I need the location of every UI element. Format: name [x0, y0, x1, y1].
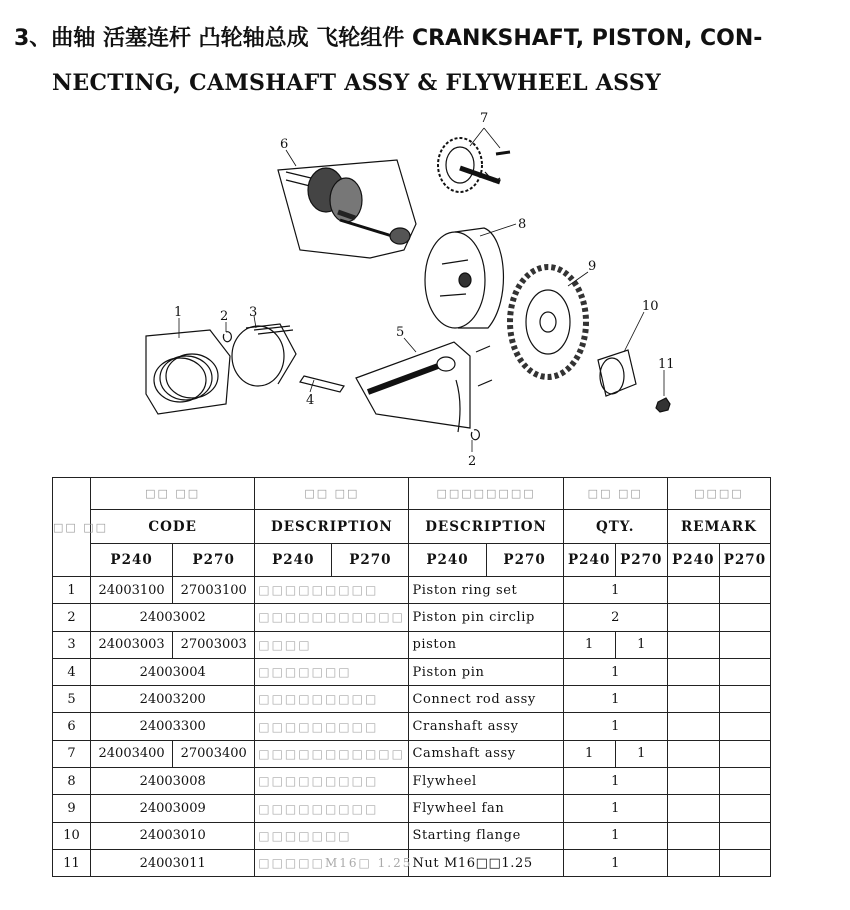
qty: 2: [563, 604, 667, 631]
table-row: [53, 631, 771, 658]
description-en: Connect rod assy: [409, 686, 563, 713]
header-qty: QTY.: [563, 510, 667, 544]
table-row: [53, 658, 771, 685]
remark-p270: [719, 849, 770, 876]
description-en: Piston pin: [409, 658, 563, 685]
item-no: 6: [53, 713, 91, 740]
remark-p240: [667, 740, 719, 767]
remark-p270: [719, 577, 770, 604]
model-header: P240: [91, 544, 173, 577]
parts-table: [52, 477, 771, 877]
starting-flange-drawing: [598, 350, 636, 396]
model-header: P240: [667, 544, 719, 577]
model-header: P270: [486, 544, 563, 577]
model-header: P270: [615, 544, 667, 577]
connecting-rod-drawing: [356, 342, 492, 432]
description-cn: □□□□□□□□□□□: [255, 604, 409, 631]
description-cn: □□□□□□□□□□□: [255, 740, 409, 767]
description-cn: □□□□□□□□□: [255, 713, 409, 740]
callout-11: 11: [658, 357, 675, 372]
table-row: [53, 768, 771, 795]
remark-p240: [667, 768, 719, 795]
qty: 1: [563, 768, 667, 795]
code: 24003010: [91, 822, 255, 849]
section-title-line1: 3、曲轴 活塞连杆 凸轮轴总成 飞轮组件 CRANKSHAFT, PISTON, CON-: [14, 26, 763, 51]
remark-p240: [667, 686, 719, 713]
header-code-cn: □□ □□: [91, 478, 255, 510]
item-no: 2: [53, 604, 91, 631]
model-header: P270: [719, 544, 770, 577]
piston-pin-drawing: [300, 376, 344, 392]
code-p240: 24003003: [91, 631, 173, 658]
section-title-line2: NECTING, CAMSHAFT ASSY & FLYWHEEL ASSY: [52, 70, 662, 96]
table-row: [53, 713, 771, 740]
description-en: Piston pin circlip: [409, 604, 563, 631]
model-header: P240: [255, 544, 332, 577]
model-header: P240: [409, 544, 486, 577]
qty-p270: 1: [615, 740, 667, 767]
qty: 1: [563, 822, 667, 849]
remark-p270: [719, 631, 770, 658]
nut-drawing: [656, 398, 670, 412]
remark-p240: [667, 795, 719, 822]
header-desc-cn: □□ □□: [255, 478, 409, 510]
description-cn: □□□□□M16□ 1.25: [255, 849, 409, 876]
remark-p240: [667, 631, 719, 658]
callout-5: 5: [396, 325, 405, 340]
remark-p240: [667, 713, 719, 740]
crankshaft-drawing: [278, 160, 416, 258]
remark-p270: [719, 713, 770, 740]
remark-p270: [719, 768, 770, 795]
remark-p270: [719, 604, 770, 631]
code-p270: 27003100: [173, 577, 255, 604]
parts-table-body: [53, 577, 771, 877]
code: 24003004: [91, 658, 255, 685]
qty-p270: 1: [615, 631, 667, 658]
header-remark-cn: □□□□: [667, 478, 770, 510]
callout-2b: 2: [468, 454, 477, 469]
header-no: □□ □□: [53, 478, 91, 577]
item-no: 1: [53, 577, 91, 604]
table-row: [53, 795, 771, 822]
qty: 1: [563, 577, 667, 604]
remark-p270: [719, 795, 770, 822]
callout-4: 4: [306, 393, 315, 408]
description-cn: □□□□□□□□□: [255, 577, 409, 604]
table-row: [53, 740, 771, 767]
description-cn: □□□□□□□□□: [255, 686, 409, 713]
header-desc-cn-en: DESCRIPTION: [255, 510, 409, 544]
description-en: piston: [409, 631, 563, 658]
header-desc-en: DESCRIPTION: [409, 510, 563, 544]
model-header: P240: [563, 544, 615, 577]
remark-p240: [667, 849, 719, 876]
code: 24003002: [91, 604, 255, 631]
piston-rings-drawing: [146, 330, 230, 414]
qty-p240: 1: [563, 631, 615, 658]
remark-p270: [719, 740, 770, 767]
remark-p270: [719, 686, 770, 713]
callout-7: 7: [480, 111, 489, 126]
item-no: 10: [53, 822, 91, 849]
qty: 1: [563, 713, 667, 740]
description-cn: □□□□□□□□□: [255, 795, 409, 822]
description-en: Nut M16□□1.25: [409, 849, 563, 876]
flywheel-fan-drawing: [510, 267, 586, 377]
header-remark: REMARK: [667, 510, 770, 544]
table-row: [53, 849, 771, 876]
item-no: 7: [53, 740, 91, 767]
qty: 1: [563, 658, 667, 685]
camshaft-drawing: [438, 138, 510, 192]
piston-drawing: [232, 324, 296, 386]
item-no: 11: [53, 849, 91, 876]
flywheel-drawing: [425, 228, 503, 328]
table-row: [53, 604, 771, 631]
model-header: P270: [332, 544, 409, 577]
description-en: Flywheel: [409, 768, 563, 795]
code: 24003200: [91, 686, 255, 713]
callout-10: 10: [642, 299, 659, 314]
remark-p270: [719, 822, 770, 849]
qty: 1: [563, 686, 667, 713]
qty: 1: [563, 849, 667, 876]
description-cn: □□□□: [255, 631, 409, 658]
code: 24003009: [91, 795, 255, 822]
description-en: Piston ring set: [409, 577, 563, 604]
table-row: [53, 577, 771, 604]
callout-1: 1: [174, 305, 183, 320]
code: 24003011: [91, 849, 255, 876]
description-cn: □□□□□□□: [255, 822, 409, 849]
item-no: 5: [53, 686, 91, 713]
header-desc-en-cn: □□□□□□□□: [409, 478, 563, 510]
header-qty-cn: □□ □□: [563, 478, 667, 510]
callout-3: 3: [249, 305, 258, 320]
item-no: 4: [53, 658, 91, 685]
header-code: CODE: [91, 510, 255, 544]
code: 24003008: [91, 768, 255, 795]
item-no: 3: [53, 631, 91, 658]
remark-p270: [719, 658, 770, 685]
code-p270: 27003400: [173, 740, 255, 767]
callout-6: 6: [280, 137, 289, 152]
callout-9: 9: [588, 259, 597, 274]
remark-p240: [667, 604, 719, 631]
description-en: Starting flange: [409, 822, 563, 849]
code-p270: 27003003: [173, 631, 255, 658]
table-row: [53, 686, 771, 713]
description-en: Flywheel fan: [409, 795, 563, 822]
item-no: 9: [53, 795, 91, 822]
description-cn: □□□□□□□□□: [255, 768, 409, 795]
table-row: [53, 822, 771, 849]
remark-p240: [667, 658, 719, 685]
description-en: Cranshaft assy: [409, 713, 563, 740]
qty: 1: [563, 795, 667, 822]
item-no: 8: [53, 768, 91, 795]
remark-p240: [667, 577, 719, 604]
code-p240: 24003400: [91, 740, 173, 767]
code: 24003300: [91, 713, 255, 740]
code-p240: 24003100: [91, 577, 173, 604]
remark-p240: [667, 822, 719, 849]
callout-2a: 2: [220, 309, 229, 324]
description-en: Camshaft assy: [409, 740, 563, 767]
qty-p240: 1: [563, 740, 615, 767]
model-header: P270: [173, 544, 255, 577]
description-cn: □□□□□□□: [255, 658, 409, 685]
callout-8: 8: [518, 217, 527, 232]
